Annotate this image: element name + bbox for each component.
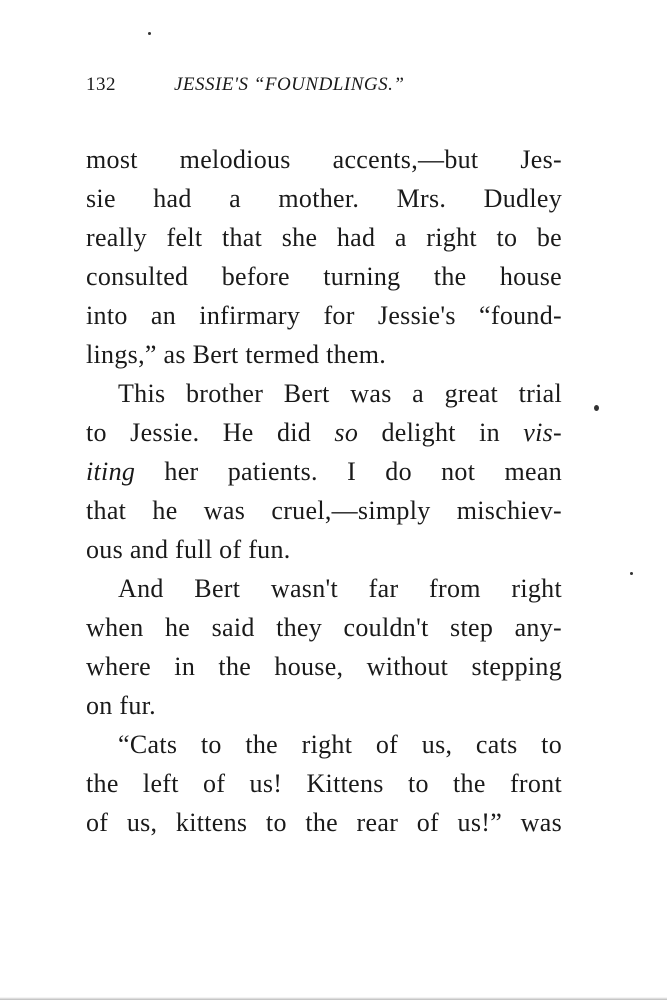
italic-word: so: [334, 418, 359, 447]
body-text: [86, 140, 562, 842]
print-speck: [594, 405, 599, 411]
text-line: really felt that she had a right to be: [86, 223, 562, 252]
text-line: most melodious accents,—but Jes-: [86, 145, 562, 174]
text-line: And Bert wasn't far from right: [118, 574, 562, 603]
print-speck: [148, 32, 151, 35]
text-line-with-italics: iting her patients. I do not mean: [86, 457, 562, 486]
text-line: lings,” as Bert termed them.: [86, 340, 387, 369]
running-title: JESSIE'S “FOUNDLINGS.”: [174, 74, 405, 95]
italic-word: iting: [86, 457, 136, 486]
italic-word: vis-: [523, 418, 562, 447]
text-line: of us, kittens to the rear of us!” was: [86, 808, 562, 837]
text-line: This brother Bert was a great trial: [118, 379, 562, 408]
text-line-with-italics: to Jessie. He did so delight in vis-: [86, 418, 562, 447]
text-line: consulted before turning the house: [86, 262, 562, 291]
page-number: 132: [86, 74, 116, 95]
text-line: where in the house, without stepping: [86, 652, 562, 681]
text-line: that he was cruel,—simply mischiev-: [86, 496, 562, 525]
text-line: “Cats to the right of us, cats to: [118, 730, 562, 759]
text-line: the left of us! Kittens to the front: [86, 769, 562, 798]
text-line: into an infirmary for Jessie's “found-: [86, 301, 562, 330]
text-line: sie had a mother. Mrs. Dudley: [86, 184, 562, 213]
text-line: on fur.: [86, 691, 156, 720]
text-line: when he said they couldn't step any-: [86, 613, 562, 642]
text-line: ous and full of fun.: [86, 535, 291, 564]
running-head: [86, 70, 566, 100]
print-speck: [630, 572, 633, 575]
